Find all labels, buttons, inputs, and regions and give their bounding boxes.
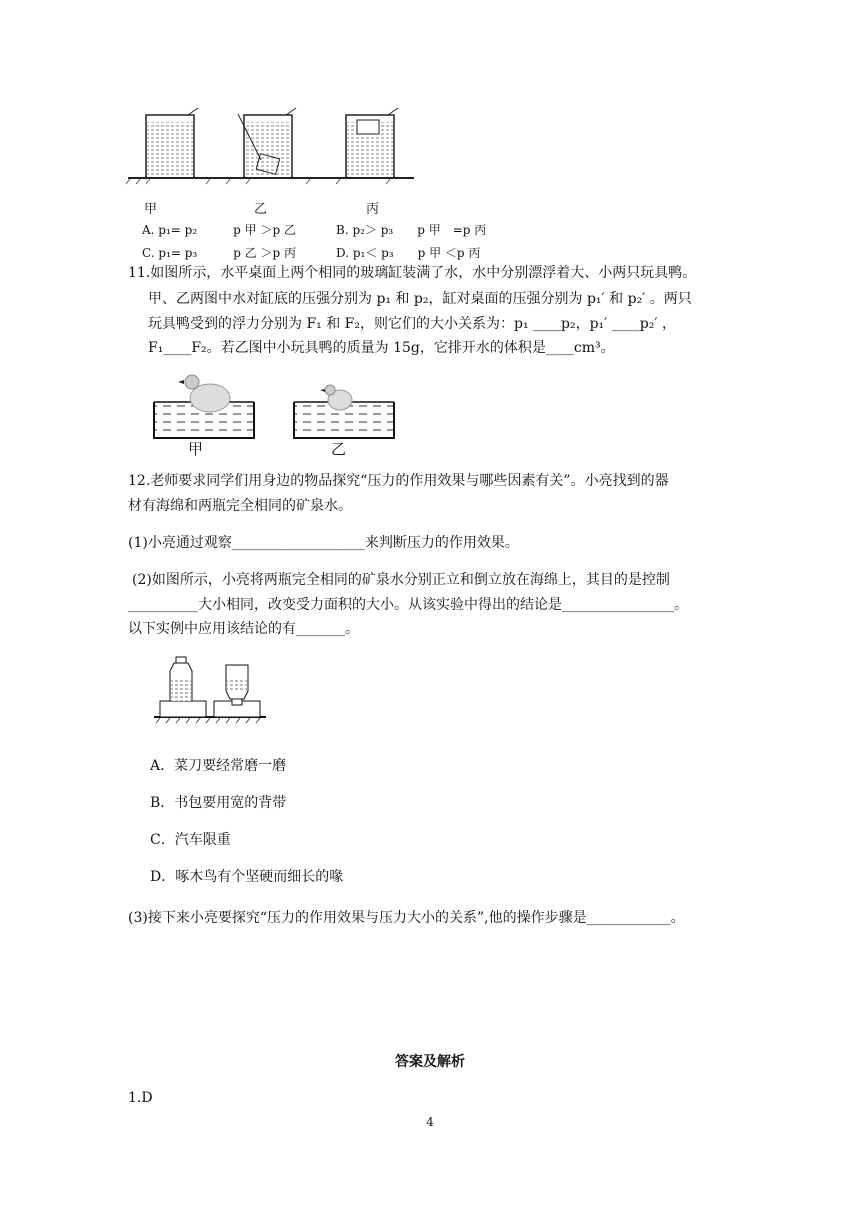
q10-option-a: A. p₁= p₂ p 甲 ＞p 乙 <box>142 223 296 237</box>
q12-option-a: A．菜刀要经常磨一磨 <box>150 758 287 774</box>
q11-ducks-drawing <box>148 370 408 460</box>
q10-option-c: C. p₁= p₃ p 乙 ＞p 丙 <box>142 246 297 260</box>
q12-sub-2-line-2: __________大小相同，改变受力面积的大小。从该实验中得出的结论是________________。 <box>128 597 688 613</box>
q12-line-1: 12.老师要求同学们用身边的物品探究“压力的作用效果与哪些因素有关”。小亮找到的器 <box>128 473 669 489</box>
q11-label-yi: 乙 <box>331 440 347 458</box>
q12-bottles-drawing <box>150 655 270 725</box>
q11-line-4: F₁____F₂。若乙图中小玩具鸭的质量为 15g，它排开水的体积是____cm³。 <box>148 340 615 356</box>
q12-line-2: 材有海绵和两瓶完全相同的矿泉水。 <box>128 498 352 514</box>
q10-option-b: B. p₂＞ p₃ p 甲 =p 丙 <box>336 223 487 237</box>
q12-figure <box>150 655 270 725</box>
q10-figure <box>126 100 416 210</box>
q10-label-yi: 乙 <box>254 202 268 217</box>
answers-heading: 答案及解析 <box>395 1054 465 1070</box>
q12-option-d: D．啄木鸟有个坚硬而细长的喙 <box>150 869 344 885</box>
q11-line-3: 玩具鸭受到的浮力分别为 F₁ 和 F₂，则它们的大小关系为：p₁ ____p₂，p₁′ ____p₂′ ， <box>148 316 677 332</box>
q12-sub-3: (3)接下来小亮要探究“压力的作用效果与压力大小的关系”,他的操作步骤是____________。 <box>128 910 685 926</box>
q11-line-1: 11.如图所示，水平桌面上两个相同的玻璃缸装满了水，水中分别漂浮着大、小两只玩具鸭。 <box>128 265 697 281</box>
q12-sub-1: (1)小亮通过观察___________________来判断压力的作用效果。 <box>128 535 519 551</box>
q10-label-bing: 丙 <box>366 202 380 217</box>
q11-label-jia: 甲 <box>188 440 204 458</box>
answer-1: 1.D <box>128 1090 153 1106</box>
q12-sub-2-line-1: (2)如图所示，小亮将两瓶完全相同的矿泉水分别正立和倒立放在海绵上，其目的是控制 <box>132 572 670 588</box>
q10-option-d: D. p₁＜ p₃ p 甲 ＜p 丙 <box>336 246 481 260</box>
q10-containers-drawing <box>126 100 416 210</box>
q12-option-b: B．书包要用宽的背带 <box>150 795 287 811</box>
q11-figure <box>148 370 408 460</box>
q11-line-2: 甲、乙两图中水对缸底的压强分别为 p₁ 和 p₂，缸对桌面的压强分别为 p₁′ 和 p₂′ 。两只 <box>148 291 692 307</box>
page-number: 4 <box>426 1115 434 1129</box>
q10-label-jia: 甲 <box>144 202 158 217</box>
q12-sub-2-line-3: 以下实例中应用该结论的有_______。 <box>128 621 359 637</box>
q12-option-c: C．汽车限重 <box>150 832 231 848</box>
